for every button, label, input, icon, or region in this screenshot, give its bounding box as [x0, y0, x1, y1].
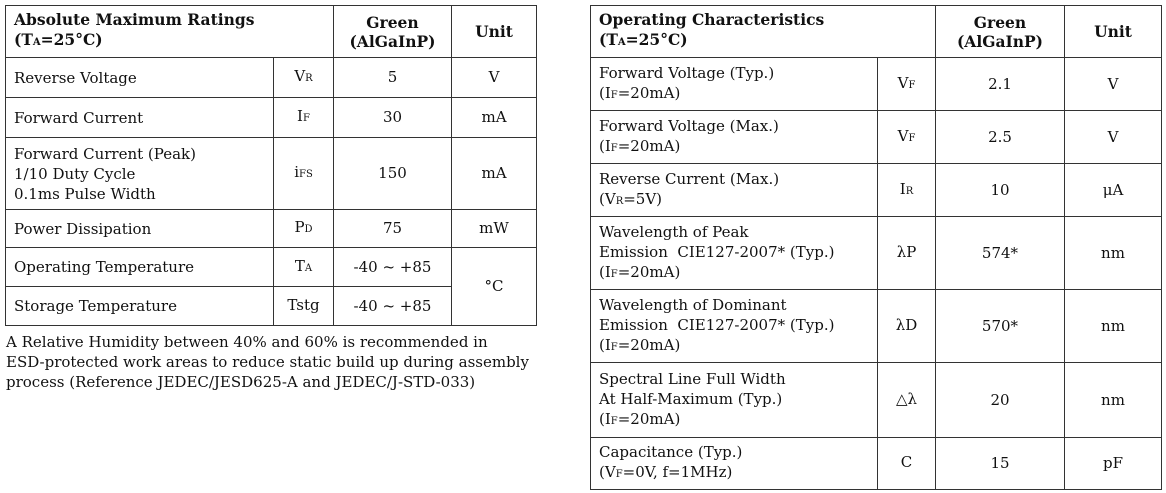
- symbol-cell: IR: [878, 164, 936, 217]
- value-cell: 570*: [936, 290, 1065, 363]
- unit-cell-temperature: °C: [452, 248, 537, 326]
- unit-cell: nm: [1065, 217, 1162, 290]
- operating-characteristics-table: [590, 5, 1162, 490]
- unit-cell: V: [1065, 58, 1162, 111]
- op-header-row: [591, 6, 1162, 58]
- value-cell: 574*: [936, 217, 1065, 290]
- symbol-cell: △λ: [878, 363, 936, 438]
- abs-col-unit: Unit: [452, 6, 537, 58]
- param-cell: Spectral Line Full Width At Half-Maximum (Typ.) (IF=20mA): [591, 363, 878, 438]
- abs-title-cell: [6, 6, 334, 58]
- param-cell: Operating Temperature: [6, 248, 274, 287]
- op-title: Operating Characteristics: [599, 10, 825, 29]
- table-row: [6, 248, 537, 287]
- table-row: [591, 290, 1162, 363]
- note-line: process (Reference JEDEC/JESD625-A and JEDEC/J-STD-033): [6, 373, 476, 391]
- symbol-cell: Tstg: [274, 287, 334, 326]
- abs-title: Absolute Maximum Ratings: [14, 10, 255, 29]
- symbol-cell: PD: [274, 210, 334, 248]
- param-cell: Reverse Voltage: [6, 58, 274, 98]
- symbol-cell: VF: [878, 111, 936, 164]
- abs-header-row: [6, 6, 537, 58]
- param-cell: Forward Voltage (Max.) (IF=20mA): [591, 111, 878, 164]
- unit-cell: nm: [1065, 290, 1162, 363]
- table-row: [591, 58, 1162, 111]
- value-cell: 20: [936, 363, 1065, 438]
- table-row: [591, 164, 1162, 217]
- symbol-cell: VR: [274, 58, 334, 98]
- note-line: ESD-protected work areas to reduce static build up during assembly: [6, 353, 529, 371]
- absolute-maximum-ratings-table: [5, 5, 537, 326]
- symbol-cell: TA: [274, 248, 334, 287]
- abs-condition: (TA=25°C): [14, 30, 103, 49]
- param-cell: Reverse Current (Max.) (VR=5V): [591, 164, 878, 217]
- param-cell: Power Dissipation: [6, 210, 274, 248]
- param-cell: Forward Current: [6, 98, 274, 138]
- value-cell: 150: [334, 138, 452, 210]
- table-row: [591, 111, 1162, 164]
- abs-col-green: Green (AlGaInP): [334, 6, 452, 58]
- symbol-cell: IF: [274, 98, 334, 138]
- value-cell: 2.5: [936, 111, 1065, 164]
- table-row: [6, 98, 537, 138]
- param-cell: Forward Voltage (Typ.) (IF=20mA): [591, 58, 878, 111]
- op-title-cell: [591, 6, 936, 58]
- table-row: [591, 217, 1162, 290]
- symbol-cell: VF: [878, 58, 936, 111]
- table-row: [591, 363, 1162, 438]
- op-col-unit: Unit: [1065, 6, 1162, 58]
- unit-cell: V: [452, 58, 537, 98]
- note-line: A Relative Humidity between 40% and 60% is recommended in: [6, 333, 488, 351]
- op-condition: (TA=25°C): [599, 30, 688, 49]
- table-row: [6, 138, 537, 210]
- unit-cell: mA: [452, 98, 537, 138]
- value-cell: 5: [334, 58, 452, 98]
- param-cell: Wavelength of Dominant Emission CIE127-2007* (Typ.) (IF=20mA): [591, 290, 878, 363]
- op-col-green: Green (AlGaInP): [936, 6, 1065, 58]
- param-cell: Storage Temperature: [6, 287, 274, 326]
- value-cell: 2.1: [936, 58, 1065, 111]
- unit-cell: V: [1065, 111, 1162, 164]
- value-cell: -40 ~ +85: [334, 287, 452, 326]
- table-row: [591, 438, 1162, 490]
- value-cell: 30: [334, 98, 452, 138]
- unit-cell: mA: [452, 138, 537, 210]
- symbol-cell: λP: [878, 217, 936, 290]
- value-cell: -40 ~ +85: [334, 248, 452, 287]
- value-cell: 15: [936, 438, 1065, 490]
- table-row: [6, 58, 537, 98]
- param-cell: Capacitance (Typ.) (VF=0V, f=1MHz): [591, 438, 878, 490]
- param-cell: Wavelength of Peak Emission CIE127-2007* (Typ.) (IF=20mA): [591, 217, 878, 290]
- unit-cell: mW: [452, 210, 537, 248]
- unit-cell: μA: [1065, 164, 1162, 217]
- unit-cell: pF: [1065, 438, 1162, 490]
- symbol-cell: λD: [878, 290, 936, 363]
- humidity-note: [6, 332, 546, 392]
- value-cell: 75: [334, 210, 452, 248]
- symbol-cell: C: [878, 438, 936, 490]
- unit-cell: nm: [1065, 363, 1162, 438]
- value-cell: 10: [936, 164, 1065, 217]
- table-row: [6, 210, 537, 248]
- param-cell: Forward Current (Peak) 1/10 Duty Cycle 0.1ms Pulse Width: [6, 138, 274, 210]
- symbol-cell: iFS: [274, 138, 334, 210]
